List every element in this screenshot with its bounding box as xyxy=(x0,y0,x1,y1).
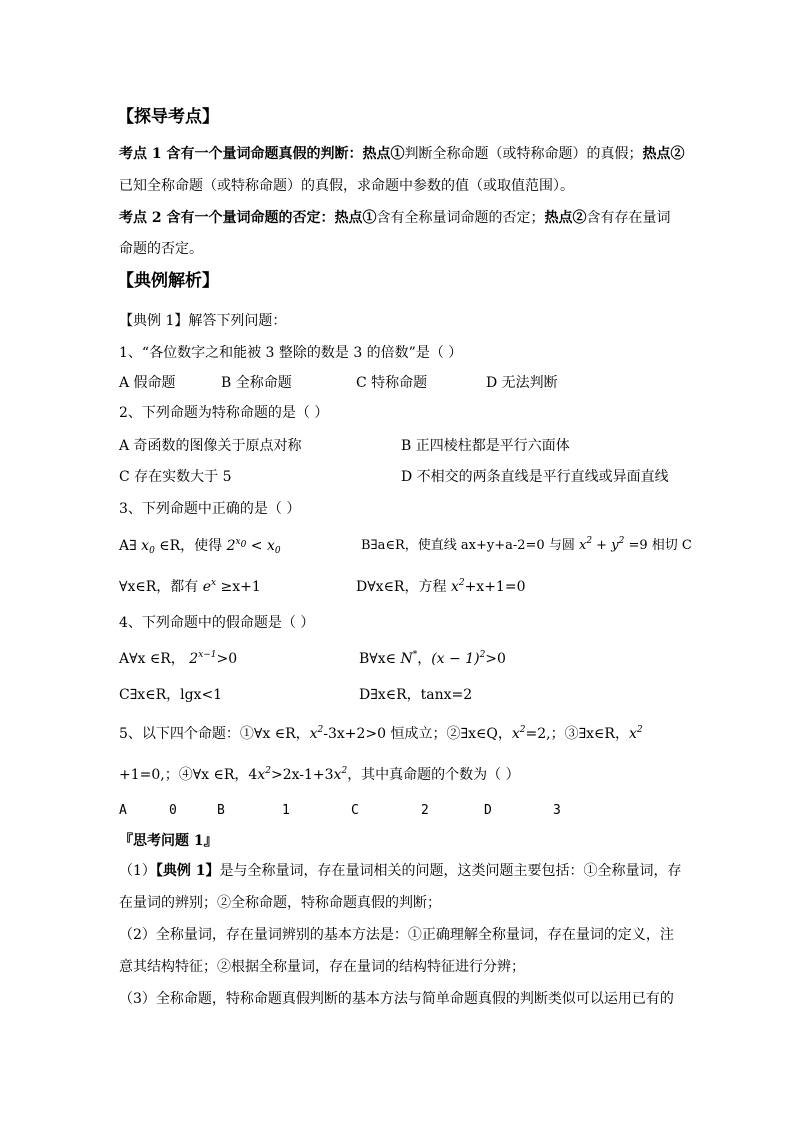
question-5-stem-c: =2,；③∃x∈R， xyxy=(525,726,629,742)
question-1-option-b: B 全称命题 xyxy=(221,375,292,391)
question-4-option-b: B∀x∈ N*，$(x - 1)^2>0$ xyxy=(359,650,506,667)
math-x-squared: $x^2$ xyxy=(257,766,271,783)
kaodian-2-heading: 考点 2 含有一个量词命题的否定：热点① xyxy=(119,210,377,226)
question-5-option-c-label: C xyxy=(351,803,359,818)
math-x-squared: $x^2$ xyxy=(309,725,324,742)
kaodian-1-line-1 xyxy=(119,145,685,163)
question-3-option-d-prefix: D∀x∈R，方程 xyxy=(356,579,447,595)
question-1-option-a: A 假命题 xyxy=(119,375,176,391)
question-4-option-a xyxy=(119,650,237,668)
kaodian-2-line-2: 命题的否定。 xyxy=(119,241,203,257)
question-2-option-b: B 正四棱柱都是平行六面体 xyxy=(401,438,570,454)
question-4-option-c: C∃x∈R，lgx<1 xyxy=(119,687,223,703)
question-5-option-a-value: 0 xyxy=(169,803,177,818)
question-5-option-d-value: 3 xyxy=(553,803,561,818)
question-5-stem-e: >2x-1+3 xyxy=(270,767,334,783)
question-2-option-c: C 存在实数大于 5 xyxy=(119,469,232,485)
question-4-option-a-prefix: A∀x ∈R， xyxy=(119,651,185,667)
kaodian-1-line-2: 已知全称命题（或特称命题）的真假，求命题中参数的值（或取值范围）。 xyxy=(119,178,574,194)
think-paragraph-1-line-2: 在量词的辨别；②全称命题，特称命题真假的判断； xyxy=(119,895,441,911)
question-3-option-c-prefix: ∀x∈R，都有 xyxy=(119,579,199,595)
kaodian-2-text-b: 含有存在量词 xyxy=(586,210,671,226)
question-3-option-b xyxy=(361,537,692,555)
think-p1-prefix: （1） xyxy=(119,863,156,879)
question-3-option-a xyxy=(119,537,281,555)
question-3-option-a-prefix: A∃ xyxy=(119,538,137,554)
kaodian-1-text-a: 判断全称命题（或特称命题）的真假； xyxy=(404,146,643,162)
question-5-option-a-label: A xyxy=(119,803,127,818)
math-x-squared: $x^2$ xyxy=(333,766,348,783)
question-4-option-a-suffix: >0 xyxy=(216,651,238,667)
math-n-star: N* xyxy=(400,650,418,667)
question-4-option-b-prefix: B∀x∈ xyxy=(359,651,396,667)
question-1-stem: 1、“各位数字之和能被 3 整除的数是 3 的倍数”是（ ） xyxy=(119,345,463,361)
think-paragraph-2-line-2: 意其结构特征；②根据全称量词，存在量词的结构特征进行分辨； xyxy=(119,959,525,975)
question-4-option-b-suffix: >0 xyxy=(485,651,506,667)
think-p1-reference: 【典例 1】 xyxy=(155,863,220,879)
think-p1-text: 是与全称量词，存在量词相关的问题，这类问题主要包括：①全称量词，存 xyxy=(219,863,682,879)
question-3-stem: 3、下列命题中正确的是（ ） xyxy=(119,501,301,517)
think-paragraph-2-line-1: （2）全称量词，存在量词辨别的基本方法是：①正确理解全称量词，存在量词的定义，注 xyxy=(119,927,674,943)
question-3-option-b-suffix: =9 相切 C xyxy=(628,538,692,553)
question-3-option-c-suffix: ≥x+1 xyxy=(220,579,261,595)
kaodian-2-line-1 xyxy=(119,209,679,227)
section-title-explore: 【探导考点】 xyxy=(117,107,219,127)
think-question-title: 『思考问题 1』 xyxy=(119,833,218,849)
math-circle-equation: $x^2 + y^2$ xyxy=(578,536,625,553)
kaodian-1-heading-2: 热点② xyxy=(642,146,685,162)
question-5-option-b-label: B xyxy=(217,803,225,818)
question-2-stem: 2、下列命题为特称命题的是（ ） xyxy=(119,405,329,421)
math-x-squared: $x^2$ xyxy=(450,578,465,595)
math-two-power-x0: $2^{x_0} < x_0$ xyxy=(226,537,281,556)
question-3-option-d-suffix: +x+1=0 xyxy=(464,579,526,595)
section-title-examples: 【典例解析】 xyxy=(117,271,219,291)
question-1-option-c: C 特称命题 xyxy=(356,375,428,391)
question-4-stem: 4、下列命题中的假命题是（ ） xyxy=(119,615,315,631)
question-5-option-b-value: 1 xyxy=(282,803,290,818)
question-5-stem-b: -3x+2>0 恒成立；②∃x∈Q， xyxy=(323,726,512,742)
question-3-option-a-mid: ∈R，使得 xyxy=(159,538,223,554)
math-two-power-x-minus-1: $2^{x-1}$ xyxy=(189,650,217,667)
think-paragraph-3-line-1: （3）全称命题，特称命题真假判断的基本方法与简单命题真假的判断类似可以运用已有的 xyxy=(119,991,674,1007)
question-3-option-d xyxy=(356,578,525,596)
question-3-option-b-prefix: B∃a∈R，使直线 ax+y+a-2=0 与圆 xyxy=(361,538,575,553)
question-2-option-a: A 奇函数的图像关于原点对称 xyxy=(119,438,302,454)
math-x-squared: $x^2$ xyxy=(628,725,643,742)
think-paragraph-1-line-1 xyxy=(119,862,682,880)
question-5-option-d-label: D xyxy=(484,803,492,818)
math-x0: $x_0$ xyxy=(141,538,155,556)
question-4-option-d: D∃x∈R，tanx=2 xyxy=(359,687,473,703)
question-1-option-d: D 无法判断 xyxy=(486,375,558,391)
math-e-power-x: $e^x$ xyxy=(202,578,217,595)
question-5-line-2 xyxy=(119,766,679,784)
question-5-line-1 xyxy=(119,725,679,743)
kaodian-2-heading-2: 热点② xyxy=(544,210,587,226)
question-2-option-d: D 不相交的两条直线是平行直线或异面直线 xyxy=(401,469,669,485)
kaodian-2-text-a: 含有全称量词命题的否定； xyxy=(376,210,545,226)
question-3-option-c xyxy=(119,578,261,596)
question-5-stem-f: ，其中真命题的个数为（ ） xyxy=(347,767,520,783)
question-5-stem-a: 5、以下四个命题：①∀x ∈R， xyxy=(119,726,310,742)
math-x-minus-1-squared: $(x - 1)^2$ xyxy=(431,650,486,667)
example-1-title: 【典例 1】解答下列问题： xyxy=(119,313,287,329)
math-x-squared: $x^2$ xyxy=(511,725,526,742)
question-5-option-c-value: 2 xyxy=(421,803,429,818)
kaodian-1-heading: 考点 1 含有一个量词命题真假的判断：热点① xyxy=(119,146,405,162)
question-5-stem-d: +1=0,；④∀x ∈R，4 xyxy=(119,767,258,783)
